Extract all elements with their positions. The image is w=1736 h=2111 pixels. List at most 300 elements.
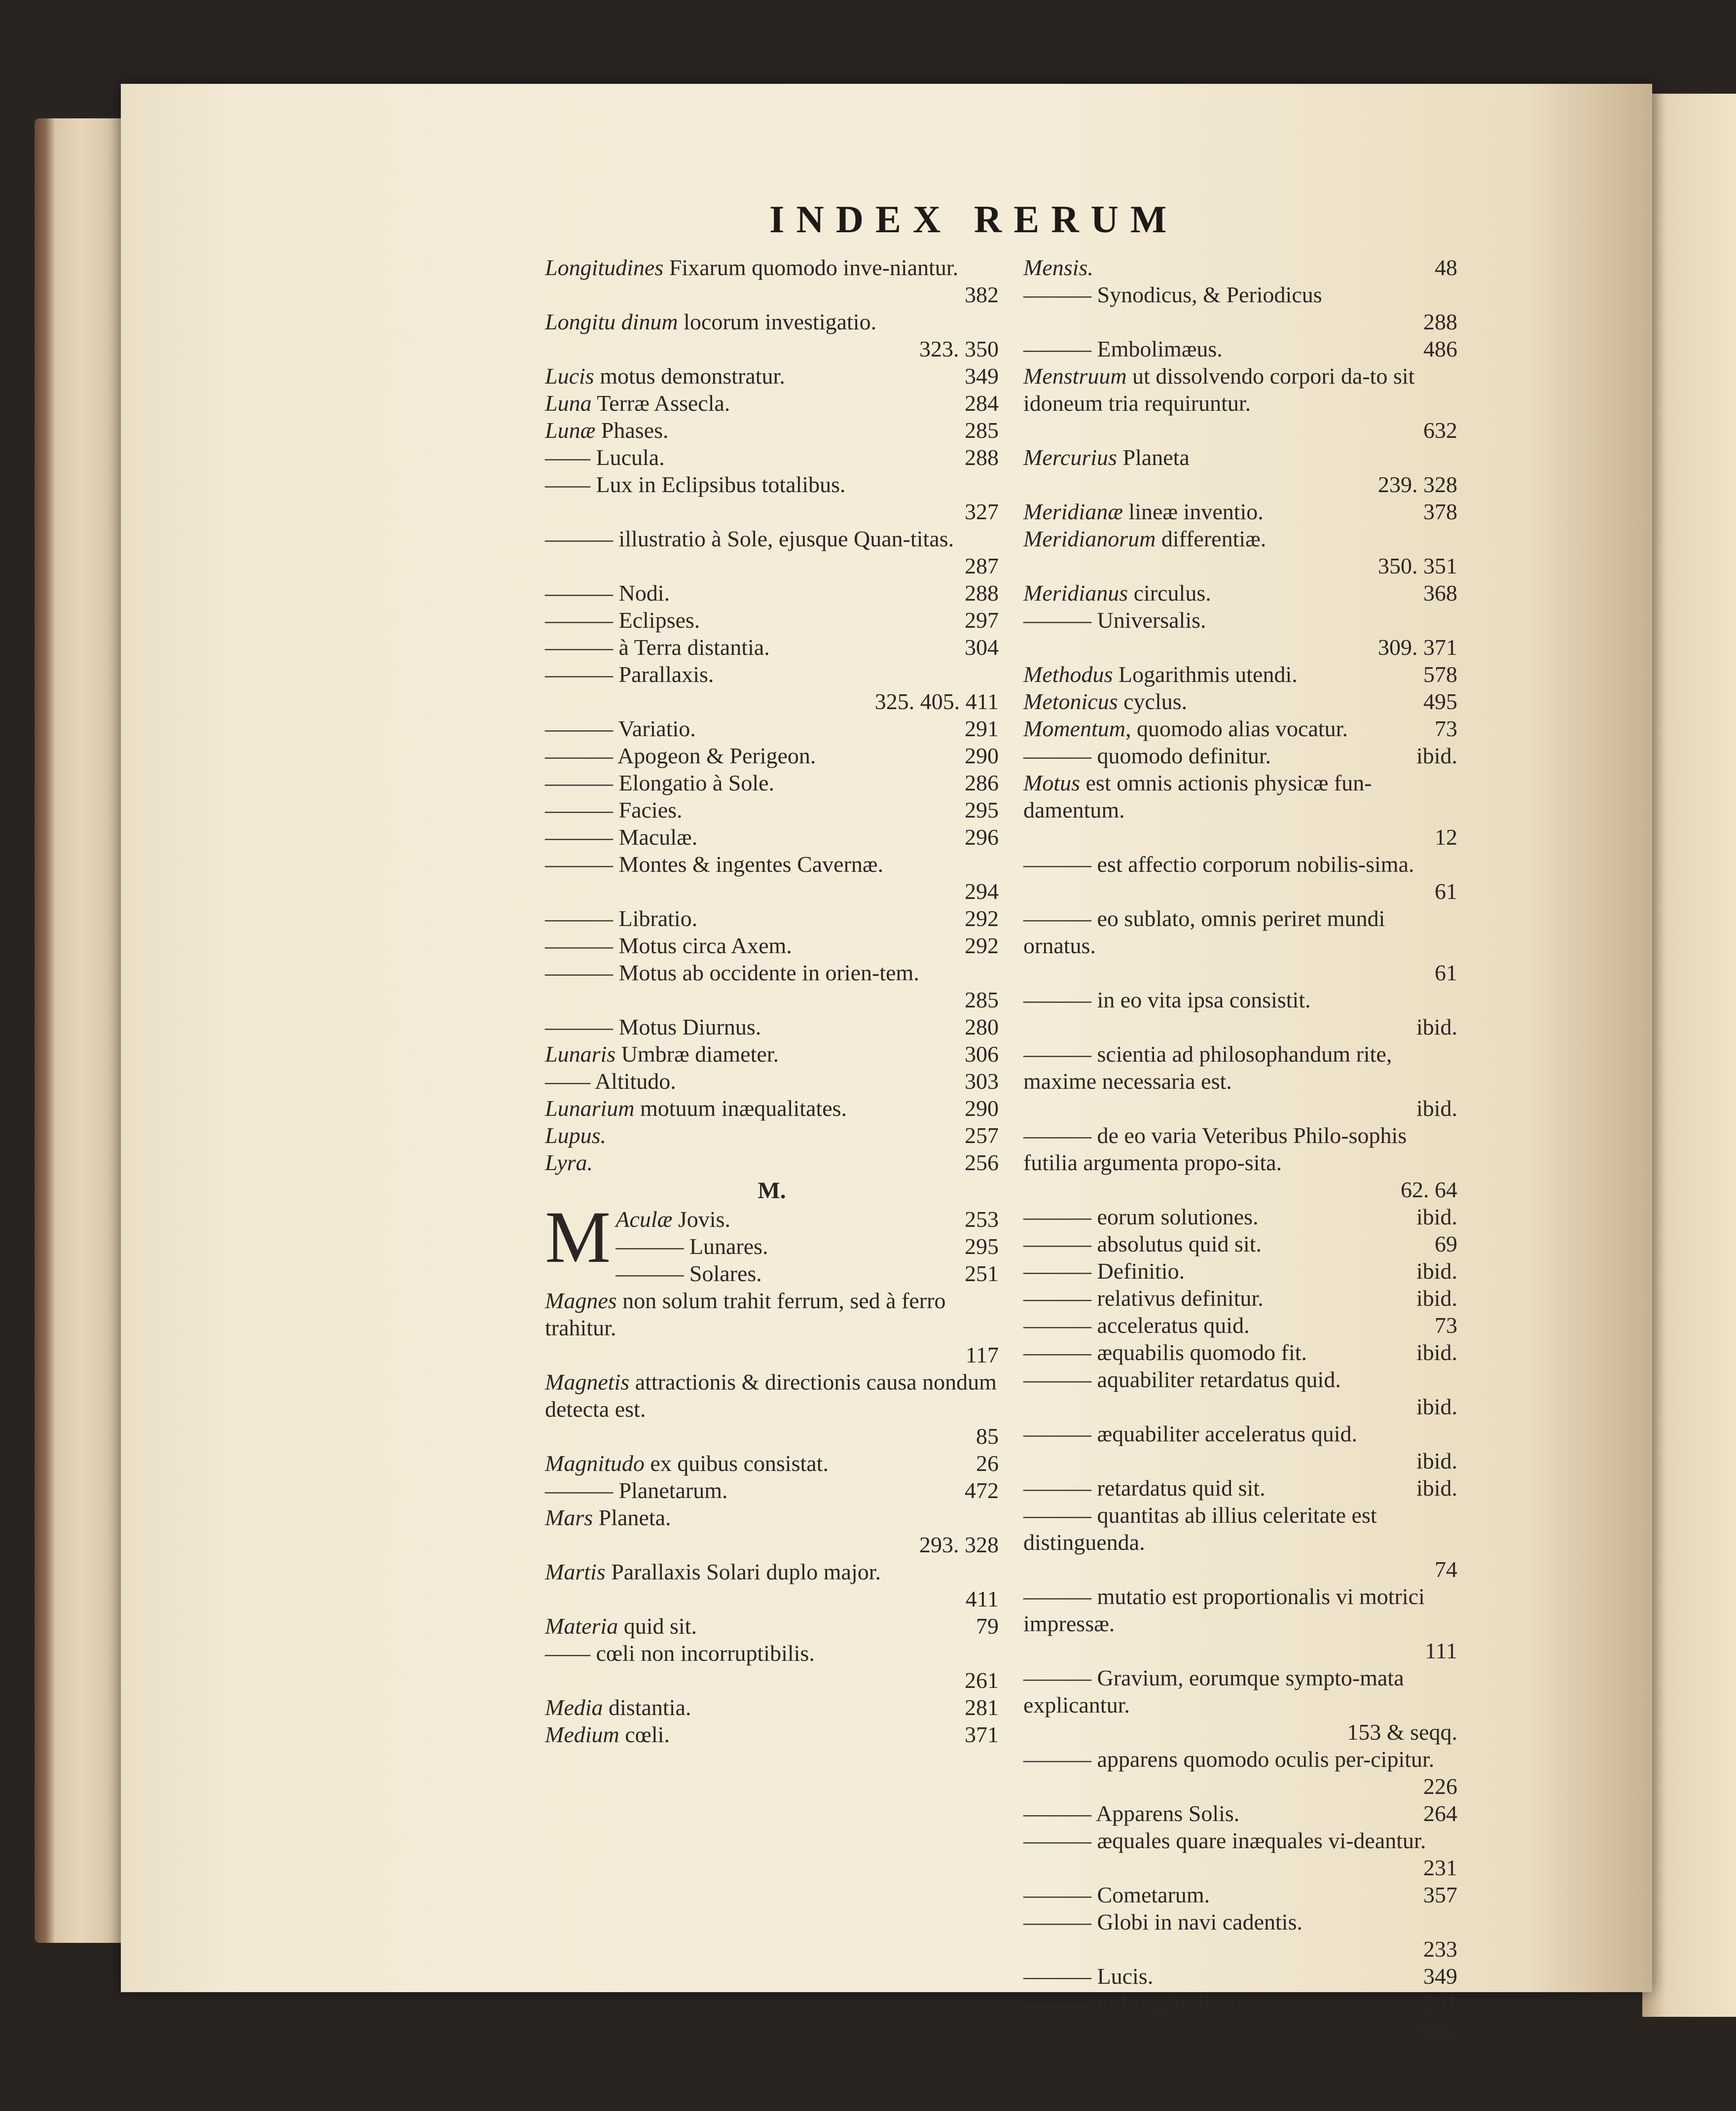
entry-page: 117: [965, 1342, 999, 1367]
index-entry: [1023, 1230, 1457, 1257]
index-entry: [545, 661, 999, 715]
entry-page: 303: [965, 1069, 999, 1094]
index-entry: [545, 932, 999, 959]
entry-text: [545, 661, 999, 688]
entry-body: ——— Motus Diurnus.: [545, 1014, 761, 1039]
index-entry: [1023, 742, 1457, 769]
entry-page: 327: [965, 499, 999, 524]
entry-body: Phases.: [595, 418, 669, 443]
entry-body: distantia.: [603, 1695, 691, 1720]
entry-text: [545, 959, 999, 986]
index-entry: [1023, 986, 1457, 1040]
facing-page-edge: [1642, 94, 1736, 2017]
index-entry: [1023, 444, 1457, 498]
entry-text: [545, 1013, 905, 1040]
entry-page: 257: [965, 1123, 999, 1148]
entry-body: motuum inæqualitates.: [634, 1096, 847, 1121]
entry-body: ——— Globi in navi cadentis.: [1023, 1909, 1302, 1934]
index-entry: [545, 1504, 999, 1558]
index-entry: [545, 579, 999, 607]
entry-body: Logarithmis utendi.: [1113, 662, 1298, 687]
entry-body: ——— Nodi.: [545, 580, 670, 606]
entry-body: ——— quomodo definitur.: [1023, 743, 1271, 768]
entry-text: [1023, 579, 1364, 607]
entry-page: 69: [1435, 1231, 1457, 1256]
entry-text: [545, 1450, 905, 1477]
entry-head: Luna: [545, 391, 592, 416]
entry-page: ibid.: [1416, 1448, 1457, 1473]
index-entry: [545, 417, 999, 444]
entry-body: ——— Parallaxis.: [545, 662, 714, 687]
entry-body: quid sit.: [618, 1613, 697, 1639]
entry-page: 239. 328: [1378, 472, 1457, 497]
entry-page: 293. 328: [919, 1532, 999, 1557]
index-entry: [1023, 1908, 1457, 1963]
index-entry: [545, 1040, 999, 1068]
entry-page: 233: [1423, 1936, 1457, 1962]
index-entry: [1023, 498, 1457, 525]
entry-page: 309. 371: [1378, 635, 1457, 660]
entry-text: [1023, 1203, 1364, 1230]
entry-head: Meridianorum: [1023, 526, 1156, 551]
entry-page: 288: [965, 580, 999, 606]
entry-page: 48: [1435, 255, 1457, 280]
index-entry: [1023, 1339, 1457, 1366]
index-entry: [1023, 905, 1457, 986]
index-entry: [545, 607, 999, 634]
index-entry: [1023, 1881, 1457, 1908]
entry-page: 290: [965, 1096, 999, 1121]
entry-body: , quomodo alias vocatur.: [1125, 716, 1348, 741]
entry-body: ——— eo sublato, omnis periret mundi ornatus.: [1023, 906, 1385, 958]
index-entry: [545, 308, 999, 362]
index-entry: [545, 715, 999, 742]
entry-text: [545, 1233, 905, 1260]
entry-text: [1023, 254, 1364, 281]
book-edge-left: [35, 118, 128, 1943]
page-header: INDEX RERUM: [769, 198, 1179, 241]
entry-head: Momentum: [1023, 716, 1125, 741]
entry-page: 325. 405. 411: [874, 689, 999, 714]
index-entry: [1023, 1963, 1457, 1990]
entry-page: 261: [965, 1668, 999, 1693]
index-entry: [545, 851, 999, 905]
index-entry: [1023, 1502, 1457, 1583]
entry-text: [1023, 1908, 1457, 1935]
entry-text: [545, 1149, 905, 1176]
entry-page: 153 & seqq.: [1347, 1719, 1457, 1745]
entry-page: 253: [965, 1207, 999, 1232]
entry-text: [1023, 362, 1457, 417]
entry-page: 292: [965, 933, 999, 958]
entry-text: [1023, 1746, 1457, 1773]
index-entry: [1023, 1040, 1457, 1122]
entry-body: ——— Gravium, eorumque sympto-mata explicantur.: [1023, 1665, 1404, 1717]
entry-head: Menstruum: [1023, 363, 1127, 389]
entry-head: Motus: [1023, 770, 1080, 795]
entry-text: [1023, 1990, 1364, 2017]
entry-page: 256: [965, 1150, 999, 1175]
entry-text: [545, 1040, 905, 1068]
entry-body: ut dissolvendo corpori da-to sit idoneum tria requiruntur.: [1023, 363, 1415, 416]
entry-page: ibid.: [1416, 1286, 1457, 1311]
entry-text: [545, 1694, 905, 1721]
index-entry: [545, 1068, 999, 1095]
entry-head: Mensis.: [1023, 255, 1093, 280]
entry-page: ibid.: [1416, 1096, 1457, 1121]
entry-head: Lunaris: [545, 1041, 616, 1067]
entry-text: [545, 1287, 999, 1341]
entry-body: ——— Maculæ.: [545, 824, 698, 850]
index-entry: [545, 1640, 999, 1694]
entry-head: Lucis: [545, 363, 594, 389]
index-entry: [545, 905, 999, 932]
index-entry: [545, 1558, 999, 1612]
entry-body: ——— Facies.: [545, 797, 683, 823]
index-entry: [545, 1233, 999, 1260]
entry-page: 79: [976, 1613, 999, 1639]
entry-head: Magnetis: [545, 1369, 630, 1395]
index-entry: [545, 1149, 999, 1176]
entry-page: 74: [1435, 1557, 1457, 1582]
entry-page: 12: [1435, 824, 1457, 850]
entry-body: ——— Definitio.: [1023, 1258, 1185, 1284]
entry-body: —— Altitudo.: [545, 1069, 676, 1094]
entry-page: 632: [1423, 418, 1457, 443]
entry-text: [1023, 1502, 1457, 1556]
index-entry: [1023, 1827, 1457, 1881]
entry-text: [545, 1368, 999, 1423]
entry-page: 306: [965, 1041, 999, 1067]
entry-text: [545, 308, 999, 335]
entry-body: ——— in eo vita ipsa consistit.: [1023, 987, 1311, 1012]
entry-text: [1023, 661, 1364, 688]
entry-body: ——— Synodicus, & Periodicus: [1023, 282, 1322, 307]
entry-page: 251: [965, 1261, 999, 1286]
entry-head: Media: [545, 1695, 603, 1720]
entry-body: ex quibus consistat.: [644, 1451, 829, 1476]
entry-body: ——— Planetarum.: [545, 1478, 728, 1503]
entry-page: 304: [965, 635, 999, 660]
entry-page: 349: [965, 363, 999, 389]
index-entry: [1023, 335, 1457, 362]
index-entry: [1023, 362, 1457, 444]
entry-body: ——— aquabiliter retardatus quid.: [1023, 1367, 1341, 1392]
entry-body: ——— Universalis.: [1023, 608, 1206, 633]
index-entry: [545, 1694, 999, 1721]
entry-body: ——— eorum solutiones.: [1023, 1204, 1259, 1229]
entry-text: [1023, 742, 1364, 769]
index-entry: [545, 390, 999, 417]
index-entry: [545, 1122, 999, 1149]
entry-body: Umbræ diameter.: [615, 1041, 779, 1067]
entry-text: [545, 742, 905, 769]
entry-page: 290: [965, 743, 999, 768]
index-entry: [1023, 715, 1457, 742]
index-entry: [1023, 1312, 1457, 1339]
entry-page: ibid.: [1416, 1258, 1457, 1284]
entry-page: 281: [1423, 1991, 1457, 2016]
entry-body: cœli.: [619, 1722, 670, 1747]
entry-text: [545, 1122, 905, 1149]
index-entry: [1023, 281, 1457, 335]
entry-body: ——— quantitas ab illius celeritate est distinguenda.: [1023, 1503, 1377, 1555]
entry-body: ——— illustratio à Sole, ejusque Quan-titas.: [545, 526, 954, 551]
entry-text: [545, 471, 999, 498]
entry-body: ——— Solares.: [615, 1261, 762, 1286]
entry-page: ibid.: [1416, 1014, 1457, 1039]
entry-text: [1023, 1881, 1364, 1908]
index-entry: [1023, 1474, 1457, 1502]
entry-head: Meridianus: [1023, 580, 1128, 606]
index-entry: [545, 1260, 999, 1287]
entry-body: ——— de eo varia Veteribus Philo-sophis futilia argumenta propo-sita.: [1023, 1123, 1407, 1175]
entry-page: 280: [965, 1014, 999, 1039]
entry-body: ——— apparens quomodo oculis per-cipitur.: [1023, 1747, 1435, 1772]
entry-text: [545, 1095, 905, 1122]
entry-body: ——— in Longitudinem.: [1023, 1991, 1255, 2016]
entry-text: [1023, 444, 1457, 471]
entry-body: Jovis.: [672, 1207, 730, 1232]
entry-text: [1023, 851, 1457, 878]
index-entry: [1023, 525, 1457, 579]
entry-text: [545, 1477, 905, 1504]
index-entry: [1023, 1800, 1457, 1827]
entry-body: Planeta: [1117, 445, 1190, 470]
entry-head: Methodus: [1023, 662, 1113, 687]
index-entry: [545, 634, 999, 661]
entry-page: 292: [965, 906, 999, 931]
entry-page: 285: [965, 987, 999, 1012]
entry-head: Longitu dinum: [545, 309, 678, 334]
catchword: Mo-: [1418, 2018, 1457, 2043]
entry-text: [1023, 905, 1457, 959]
entry-text: [1023, 1474, 1364, 1502]
index-entry: [1023, 1583, 1457, 1664]
entry-text: [545, 1640, 999, 1667]
entry-text: [1023, 1800, 1364, 1827]
left-column: [545, 254, 999, 1748]
entry-body: Terræ Assecla.: [591, 391, 730, 416]
entry-text: [545, 715, 905, 742]
entry-page: ibid.: [1416, 1204, 1457, 1229]
entry-page: 295: [965, 797, 999, 823]
entry-text: [1023, 986, 1457, 1013]
entry-head: Lupus.: [545, 1123, 606, 1148]
entry-page: 578: [1423, 662, 1457, 687]
entry-body: ——— acceleratus quid.: [1023, 1313, 1250, 1338]
entry-text: [1023, 1664, 1457, 1718]
index-entry: [1023, 1203, 1457, 1230]
entry-text: [545, 1721, 905, 1748]
entry-page: 85: [976, 1424, 999, 1449]
entry-body: ——— Elongatio à Sole.: [545, 770, 775, 795]
entry-body: ——— Cometarum.: [1023, 1882, 1210, 1907]
entry-text: [1023, 1339, 1364, 1366]
entry-head: Magnes: [545, 1288, 617, 1313]
entry-page: 382: [965, 282, 999, 307]
entry-body: ——— Montes & ingentes Cavernæ.: [545, 852, 884, 877]
index-entry: [1023, 1420, 1457, 1474]
entry-page: 349: [1423, 1964, 1457, 1989]
entry-text: [1023, 335, 1364, 362]
index-entry: [1023, 579, 1457, 607]
entry-text: [1023, 281, 1457, 308]
entry-text: [1023, 1312, 1364, 1339]
index-entry: [545, 254, 999, 308]
entry-page: 378: [1423, 499, 1457, 524]
index-entry: [1023, 1285, 1457, 1312]
entry-head: Meridianæ: [1023, 499, 1123, 524]
entry-text: [545, 932, 905, 959]
entry-page: ibid.: [1416, 1394, 1457, 1419]
index-entry: [1023, 1990, 1457, 2017]
entry-text: [1023, 1366, 1457, 1393]
entry-text: [1023, 1122, 1457, 1176]
entry-page: 297: [965, 608, 999, 633]
entry-page: 411: [965, 1586, 999, 1611]
entry-head: Lunarium: [545, 1096, 635, 1121]
entry-page: 368: [1423, 580, 1457, 606]
entry-text: [545, 1612, 905, 1640]
entry-page: 350. 351: [1378, 553, 1457, 578]
index-entry: [545, 471, 999, 525]
entry-text: [1023, 769, 1457, 823]
entry-text: [1023, 607, 1457, 634]
entry-head: Metonicus: [1023, 689, 1118, 714]
entry-body: ——— mutatio est proportionalis vi motrici impressæ.: [1023, 1584, 1425, 1636]
entry-body: differentiæ.: [1156, 526, 1266, 551]
index-entry: [545, 525, 999, 579]
entry-text: [1023, 1827, 1457, 1854]
entry-page: 495: [1423, 689, 1457, 714]
entry-page: 294: [965, 879, 999, 904]
entry-text: [545, 1504, 999, 1531]
entry-body: —— Lux in Eclipsibus totalibus.: [545, 472, 846, 497]
entry-text: [545, 905, 905, 932]
index-entry: [545, 1721, 999, 1748]
entry-page: 288: [965, 445, 999, 470]
entry-head: Mercurius: [1023, 445, 1117, 470]
index-entry: [545, 444, 999, 471]
entry-page: ibid.: [1416, 1475, 1457, 1501]
entry-page: 371: [965, 1722, 999, 1747]
entry-page: 472: [965, 1478, 999, 1503]
entry-head: Magnitudo: [545, 1451, 645, 1476]
entry-page: 323. 350: [919, 336, 999, 361]
right-column: [1023, 254, 1457, 2044]
entry-head: Medium: [545, 1722, 619, 1747]
entry-head: Mars: [545, 1505, 593, 1530]
entry-body: ——— Eclipses.: [545, 608, 700, 633]
entry-body: ——— Lucis.: [1023, 1964, 1154, 1989]
entry-page: 231: [1423, 1855, 1457, 1880]
entry-text: [545, 362, 905, 390]
index-entry: [545, 823, 999, 851]
entry-text: [1023, 1583, 1457, 1637]
entry-body: ——— absolutus quid sit.: [1023, 1231, 1262, 1256]
entry-body: ——— Apogeon & Perigeon.: [545, 743, 816, 768]
entry-body: ——— æquabiliter acceleratus quid.: [1023, 1421, 1358, 1446]
entry-body: ——— Lunares.: [615, 1234, 768, 1259]
entry-text: [1023, 1257, 1364, 1285]
entry-page: 111: [1425, 1638, 1457, 1663]
entry-text: [545, 254, 999, 281]
entry-body: attractionis & directionis causa nondum detecta est.: [545, 1369, 997, 1422]
entry-page: 287: [965, 553, 999, 578]
entry-page: 61: [1435, 879, 1457, 904]
index-entry: [1023, 688, 1457, 715]
entry-page: 295: [965, 1234, 999, 1259]
entry-text: [545, 579, 905, 607]
entry-page: 285: [965, 418, 999, 443]
entry-body: ——— scientia ad philosophandum rite, maxime necessaria est.: [1023, 1041, 1392, 1094]
entry-body: ——— Libratio.: [545, 906, 698, 931]
index-entry: [545, 742, 999, 769]
entry-page: 73: [1435, 716, 1457, 741]
entry-body: ——— æquales quare inæquales vi-deantur.: [1023, 1828, 1426, 1853]
entry-body: ——— à Terra distantia.: [545, 635, 770, 660]
entry-head: Longitudines: [545, 255, 664, 280]
index-entry: [545, 769, 999, 796]
entry-page: 486: [1423, 336, 1457, 361]
index-entry: [545, 362, 999, 390]
entry-text: [545, 607, 905, 634]
entry-body: ——— est affectio corporum nobilis-sima.: [1023, 852, 1414, 877]
entry-text: [545, 796, 905, 823]
entry-text: [545, 390, 905, 417]
entry-body: lineæ inventio.: [1122, 499, 1264, 524]
entry-body: cyclus.: [1118, 689, 1188, 714]
entry-text: [545, 444, 905, 471]
entry-page: 26: [976, 1451, 999, 1476]
entry-text: [545, 851, 999, 878]
entry-body: Planeta.: [593, 1505, 671, 1530]
entry-body: ——— Embolimæus.: [1023, 336, 1223, 361]
index-entry: [1023, 607, 1457, 661]
index-entry: [1023, 254, 1457, 281]
entry-text: [545, 823, 905, 851]
index-entry: [545, 959, 999, 1013]
index-entry: [1023, 769, 1457, 851]
entry-body: ——— Motus ab occidente in orien-tem.: [545, 960, 919, 985]
index-entry: [1023, 1746, 1457, 1800]
entry-body: —— cœli non incorruptibilis.: [545, 1641, 815, 1666]
entry-text: [1023, 525, 1457, 552]
section-letter: M.: [758, 1178, 786, 1204]
entry-body: —— Lucula.: [545, 445, 665, 470]
entry-page: 281: [965, 1695, 999, 1720]
entry-text: [1023, 1963, 1364, 1990]
drop-cap: M: [545, 1196, 611, 1278]
entry-body: motus demonstratur.: [594, 363, 785, 389]
index-entry: [1023, 661, 1457, 688]
entry-page: 291: [965, 716, 999, 741]
index-entry: [1023, 1664, 1457, 1746]
index-entry: [545, 1450, 999, 1477]
entry-body: Fixarum quomodo inve-niantur.: [663, 255, 959, 280]
entry-head: Lyra.: [545, 1150, 593, 1175]
entry-text: [545, 1558, 999, 1585]
index-entry: [1023, 1366, 1457, 1420]
index-entry: [545, 1013, 999, 1040]
entry-head: Lunæ: [545, 418, 596, 443]
entry-page: 62. 64: [1401, 1177, 1457, 1202]
entry-page: 296: [965, 824, 999, 850]
entry-text: [1023, 715, 1364, 742]
entry-body: ——— Motus circa Axem.: [545, 933, 792, 958]
index-entry: [1023, 1257, 1457, 1285]
